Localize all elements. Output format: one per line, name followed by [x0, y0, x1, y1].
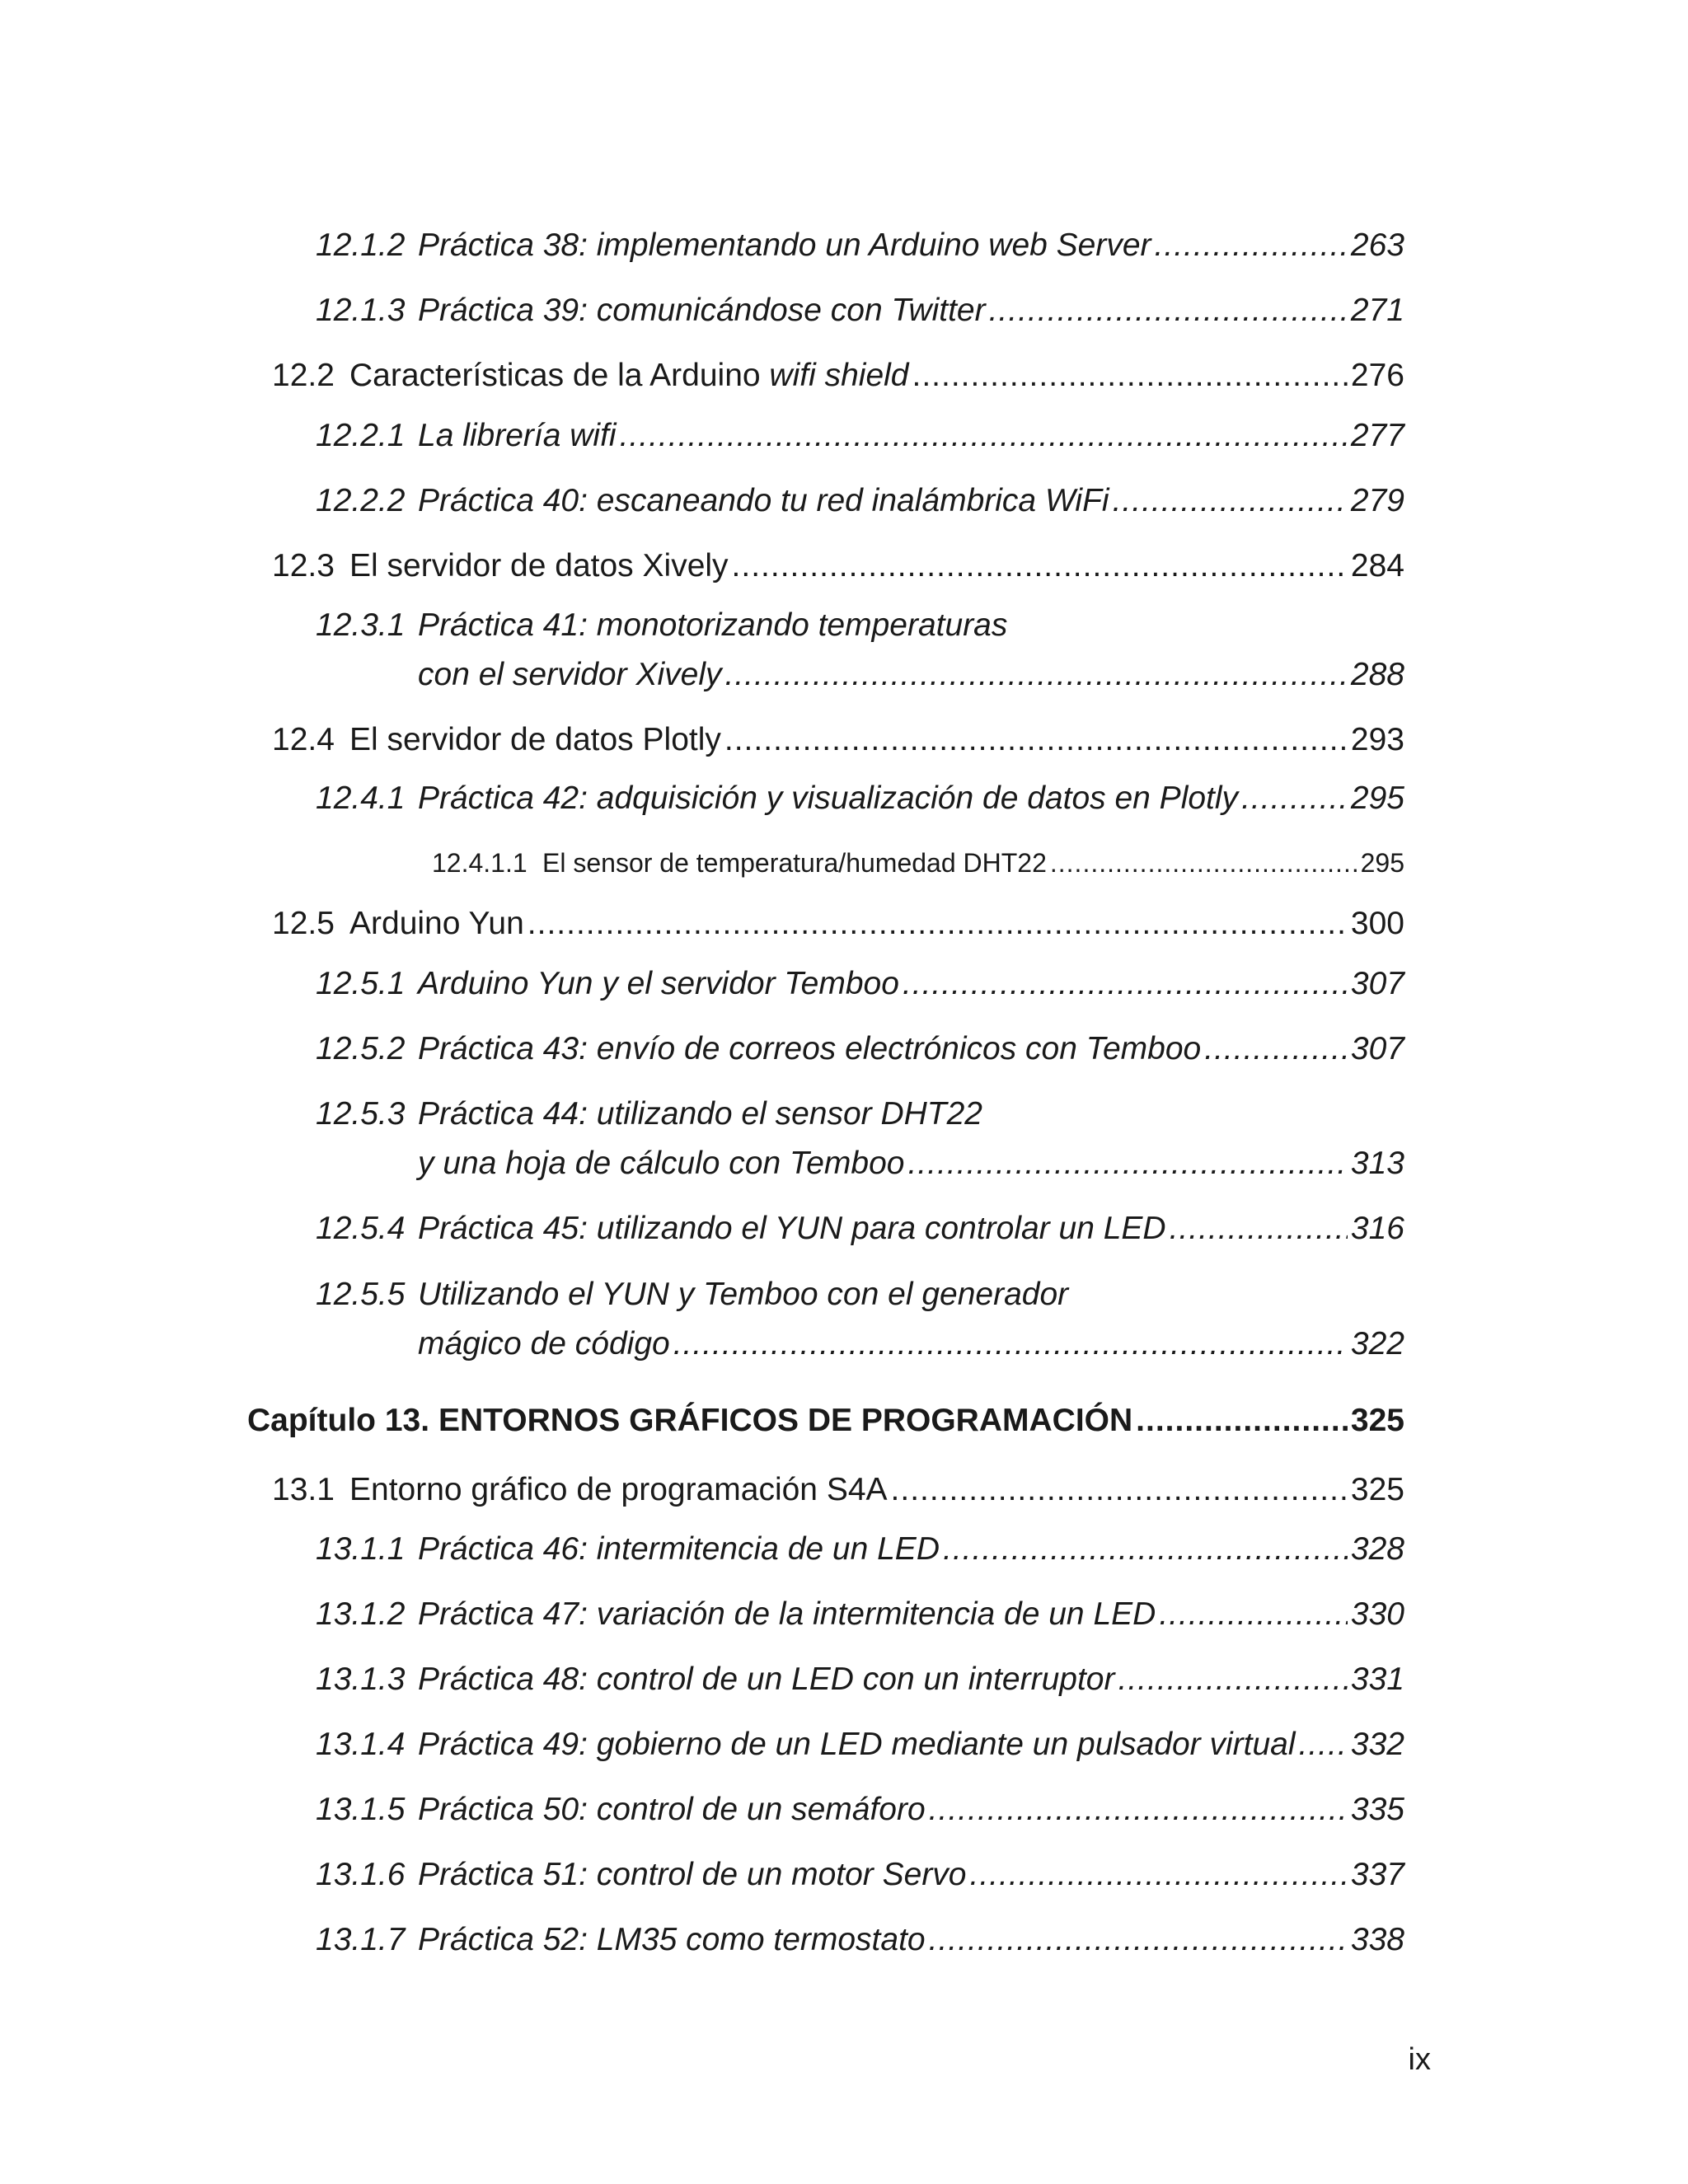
entry-title: Práctica 47: variación de la intermitencia de un LED	[418, 1596, 1156, 1632]
entry-title: Arduino Yun y el servidor Temboo	[418, 966, 899, 1001]
entry-title	[349, 356, 909, 396]
entry-number: 13.1.5	[316, 1792, 406, 1827]
entry-title: Práctica 44: utilizando el sensor DHT22	[418, 1096, 982, 1132]
entry-title: Práctica 51: control de un motor Servo	[418, 1857, 967, 1892]
entry-number: 12.5.2	[316, 1031, 406, 1066]
dot-leader	[1170, 1209, 1348, 1249]
entry-title: Práctica 48: control de un LED con un interruptor	[418, 1661, 1115, 1697]
entry-page: 276	[1350, 358, 1404, 393]
dot-leader	[929, 1920, 1348, 1960]
entry-page: 277	[1350, 418, 1404, 453]
entry-number: 12.4.1.1	[432, 848, 528, 878]
dot-leader	[1118, 1660, 1347, 1699]
entry-number: 12.3	[272, 548, 335, 583]
entry-number: 13.1.4	[316, 1727, 406, 1762]
entry-page: 338	[1350, 1922, 1404, 1957]
entry-page: 307	[1350, 966, 1404, 1001]
entry-title: Práctica 52: LM35 como termostato	[418, 1922, 926, 1957]
dot-leader	[891, 1470, 1348, 1510]
entry-title: Utilizando el YUN y Temboo con el generador	[418, 1277, 1069, 1312]
entry-title: El sensor de temperatura/humedad DHT22	[542, 848, 1047, 878]
entry-page: 325	[1350, 1472, 1404, 1507]
entry-page: 332	[1350, 1727, 1404, 1762]
entry-number: 12.5.4	[316, 1211, 406, 1246]
entry-number: 12.4	[272, 722, 335, 757]
entry-page: 335	[1350, 1792, 1404, 1827]
page-number: ix	[1408, 2042, 1431, 2077]
entry-title: El servidor de datos Plotly	[349, 722, 721, 757]
entry-number: 12.1.3	[316, 293, 406, 328]
entry-number: 13.1.2	[316, 1596, 406, 1632]
entry-page: 288	[1350, 657, 1404, 692]
entry-page: 284	[1350, 548, 1404, 583]
entry-title: Práctica 46: intermitencia de un LED	[418, 1531, 940, 1567]
dot-leader	[970, 1855, 1348, 1895]
entry-number: 12.5	[272, 906, 335, 941]
entry-title-continued: con el servidor Xively	[418, 657, 722, 692]
entry-number: 12.2	[272, 358, 335, 393]
dot-leader	[673, 1324, 1348, 1364]
entry-page: 330	[1350, 1596, 1404, 1632]
entry-title-continued: y una hoja de cálculo con Temboo	[418, 1146, 905, 1181]
entry-page: 322	[1350, 1326, 1404, 1361]
entry-number: 13.1.3	[316, 1661, 406, 1697]
entry-page: 337	[1350, 1857, 1404, 1892]
dot-leader	[907, 1144, 1347, 1183]
entry-title: Práctica 45: utilizando el YUN para controlar un LED	[418, 1211, 1166, 1246]
entry-number: 13.1.7	[316, 1922, 406, 1957]
dot-leader	[620, 416, 1348, 456]
dot-leader	[903, 964, 1348, 1004]
entry-title-emphasis: wifi shield	[769, 358, 909, 393]
entry-page: 263	[1350, 227, 1404, 263]
dot-leader	[929, 1790, 1348, 1830]
entry-title: La librería wifi	[418, 418, 617, 453]
entry-title: Entorno gráfico de programación S4A	[349, 1472, 888, 1507]
entry-number: 12.5.1	[316, 966, 406, 1001]
entry-page: 295	[1360, 848, 1404, 878]
entry-page: 295	[1350, 780, 1404, 816]
entry-title: Práctica 49: gobierno de un LED mediante un pulsador virtual	[418, 1727, 1296, 1762]
dot-leader	[1050, 843, 1357, 883]
entry-page: 316	[1350, 1211, 1404, 1246]
entry-title: Práctica 40: escaneando tu red inalámbrica WiFi	[418, 483, 1109, 518]
dot-leader	[1241, 779, 1348, 818]
entry-page: 293	[1350, 722, 1404, 757]
dot-leader	[1159, 1595, 1348, 1634]
entry-title: Práctica 39: comunicándose con Twitter	[418, 293, 986, 328]
dot-leader	[1155, 226, 1348, 265]
entry-number: 12.1.2	[316, 227, 406, 263]
entry-page: 300	[1350, 906, 1404, 941]
entry-title: Práctica 43: envío de correos electrónicos con Temboo	[418, 1031, 1202, 1066]
entry-title-text: Características de la Arduino	[349, 358, 770, 393]
dot-leader	[724, 655, 1347, 695]
entry-title: Práctica 41: monotorizando temperaturas	[418, 607, 1008, 643]
dot-leader	[943, 1530, 1348, 1569]
dot-leader	[912, 356, 1348, 396]
dot-leader	[724, 720, 1348, 760]
entry-number: 12.3.1	[316, 607, 406, 643]
entry-number: 13.1	[272, 1472, 335, 1507]
dot-leader	[528, 904, 1348, 944]
entry-title: El servidor de datos Xively	[349, 548, 729, 583]
dot-leader	[989, 291, 1348, 330]
chapter-title: ENTORNOS GRÁFICOS DE PROGRAMACIÓN	[438, 1403, 1133, 1438]
dot-leader	[732, 546, 1348, 586]
entry-title-continued: mágico de código	[418, 1326, 670, 1361]
entry-page: 307	[1350, 1031, 1404, 1066]
entry-number: 12.2.1	[316, 418, 406, 453]
entry-page: 331	[1350, 1661, 1404, 1697]
entry-page: 313	[1350, 1146, 1404, 1181]
entry-number: 12.5.5	[316, 1277, 406, 1312]
entry-title: Práctica 38: implementando un Arduino web Server	[418, 227, 1151, 263]
entry-page: 279	[1350, 483, 1404, 518]
entry-number: 12.5.3	[316, 1096, 406, 1132]
entry-title: Arduino Yun	[349, 906, 524, 941]
entry-number: 13.1.6	[316, 1857, 406, 1892]
entry-number: 13.1.1	[316, 1531, 406, 1567]
dot-leader	[1113, 481, 1348, 521]
chapter-number: Capítulo 13.	[247, 1403, 430, 1438]
entry-number: 12.4.1	[316, 780, 406, 816]
entry-page: 271	[1350, 293, 1404, 328]
dot-leader	[1298, 1725, 1347, 1765]
dot-leader	[1204, 1029, 1348, 1069]
entry-page: 325	[1350, 1403, 1404, 1438]
entry-page: 328	[1350, 1531, 1404, 1567]
entry-title: Práctica 42: adquisición y visualización de datos en Plotly	[418, 780, 1239, 816]
entry-number: 12.2.2	[316, 483, 406, 518]
entry-title: Práctica 50: control de un semáforo	[418, 1792, 926, 1827]
dot-leader	[1136, 1401, 1348, 1441]
